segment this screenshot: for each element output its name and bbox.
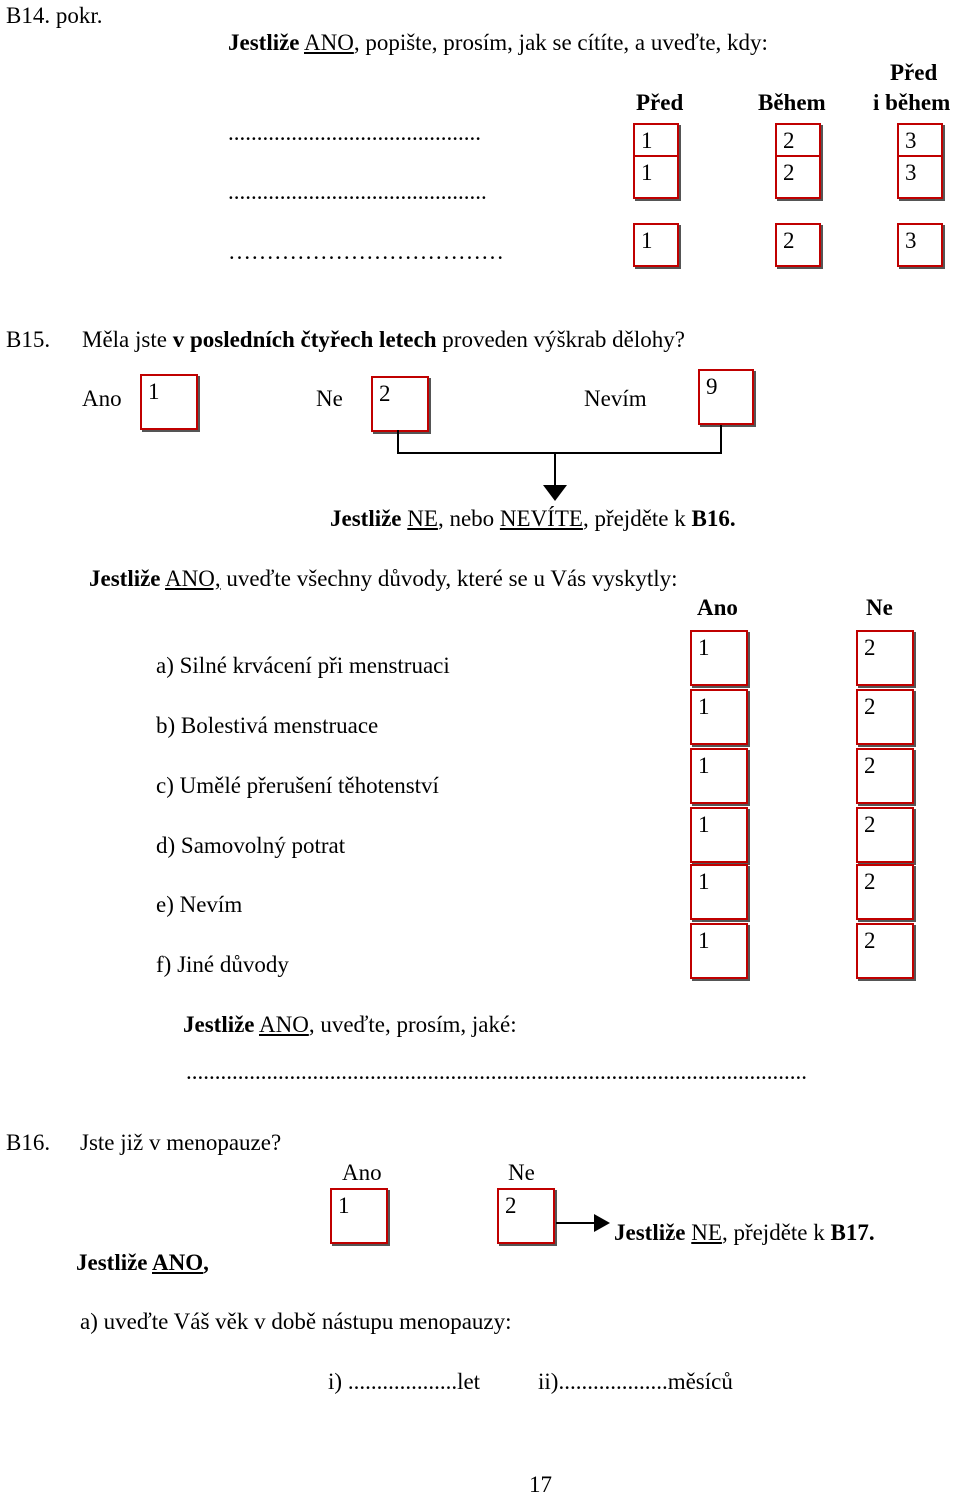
b15-which-answer-line[interactable]: ............................................................................................................ bbox=[186, 1060, 807, 1083]
b15-nevim-label: Nevím bbox=[584, 386, 647, 411]
b15-ne-label: Ne bbox=[316, 386, 343, 411]
ano-underlined: ANO bbox=[152, 1250, 204, 1275]
ano-underlined: ANO, bbox=[165, 566, 221, 591]
b15-reasons-instruction bbox=[89, 567, 678, 590]
code-label: 1 bbox=[698, 635, 710, 660]
months-unit: měsíců bbox=[667, 1369, 733, 1394]
skip-target: B16. bbox=[691, 506, 736, 531]
reason-label-c: c) Umělé přerušení těhotenství bbox=[156, 773, 439, 798]
skip-rest: , přejděte k bbox=[582, 506, 686, 531]
reason-f-no-checkbox[interactable] bbox=[856, 923, 914, 979]
reason-label-f: f) Jiné důvody bbox=[156, 952, 289, 977]
section-label-b14: B14. pokr. bbox=[6, 3, 103, 28]
section-label-b16: B16. bbox=[6, 1130, 51, 1155]
code-label: 2 bbox=[864, 753, 876, 778]
b15-ne-checkbox[interactable] bbox=[371, 376, 429, 432]
if-word: Jestliže bbox=[228, 30, 300, 55]
b16-months-field[interactable] bbox=[538, 1370, 733, 1393]
reason-label-b: b) Bolestivá menstruace bbox=[156, 713, 379, 738]
b15-skip-instruction bbox=[330, 507, 736, 530]
code-label: 2 bbox=[864, 869, 876, 894]
code-label: 1 bbox=[148, 379, 160, 404]
code-label: 3 bbox=[905, 128, 917, 153]
code-label: 2 bbox=[783, 160, 795, 185]
b15-which-instruction bbox=[183, 1013, 517, 1036]
b15-ano-label: Ano bbox=[82, 386, 122, 411]
skip-rest: , přejděte k bbox=[721, 1220, 825, 1245]
code-label: 3 bbox=[905, 160, 917, 185]
ano-underlined: ANO bbox=[259, 1012, 309, 1037]
page-number: 17 bbox=[529, 1472, 552, 1497]
b14-row3-before-checkbox[interactable] bbox=[633, 223, 679, 267]
if-word: Jestliže bbox=[330, 506, 402, 531]
answer-line-1[interactable]: ............................................ bbox=[228, 120, 481, 145]
b14-followup-question bbox=[228, 31, 768, 54]
reason-e-yes-checkbox[interactable] bbox=[690, 864, 748, 920]
if-word: Jestliže bbox=[183, 1012, 255, 1037]
ne-underlined: NE bbox=[691, 1220, 722, 1245]
arrow-down-icon bbox=[543, 485, 567, 503]
reason-b-no-checkbox[interactable] bbox=[856, 689, 914, 745]
nevite-underlined: NEVÍTE bbox=[499, 506, 583, 531]
which-rest: , uveďte, prosím, jaké: bbox=[308, 1012, 517, 1037]
code-label: 1 bbox=[698, 928, 710, 953]
reason-c-yes-checkbox[interactable] bbox=[690, 748, 748, 804]
b16-age-question: a) uveďte Váš věk v době nástupu menopauzy: bbox=[80, 1309, 512, 1334]
code-label: 2 bbox=[864, 928, 876, 953]
b16-skip-instruction bbox=[614, 1221, 875, 1244]
months-dots[interactable]: ................... bbox=[558, 1369, 668, 1394]
code-label: 2 bbox=[864, 635, 876, 660]
code-label: 2 bbox=[379, 381, 391, 406]
if-word: Jestliže bbox=[89, 566, 161, 591]
arrow-right-icon bbox=[594, 1214, 610, 1232]
code-label: 1 bbox=[698, 753, 710, 778]
b16-years-field[interactable] bbox=[328, 1370, 480, 1393]
ano-underlined: ANO bbox=[304, 30, 354, 55]
answer-line-3[interactable]: ……………………………… bbox=[228, 239, 504, 264]
if-word: Jestliže bbox=[76, 1250, 148, 1275]
col-header-ne: Ne bbox=[866, 595, 893, 620]
q-part3: proveden výškrab dělohy? bbox=[442, 327, 685, 352]
b16-ano-label: Ano bbox=[342, 1160, 382, 1185]
col-header-both-line2: i během bbox=[873, 90, 951, 115]
b16-question: Jste již v menopauze? bbox=[80, 1130, 282, 1155]
reason-c-no-checkbox[interactable] bbox=[856, 748, 914, 804]
col-header-ano: Ano bbox=[697, 595, 738, 620]
connector-horizontal bbox=[397, 452, 722, 454]
b16-if-yes bbox=[76, 1251, 209, 1274]
ne-underlined: NE bbox=[407, 506, 438, 531]
code-label: 2 bbox=[783, 228, 795, 253]
b16-ne-label: Ne bbox=[508, 1160, 535, 1185]
b14-row2-both-checkbox[interactable] bbox=[897, 155, 943, 199]
reason-a-no-checkbox[interactable] bbox=[856, 630, 914, 686]
code-label: 1 bbox=[641, 160, 653, 185]
col-header-during: Během bbox=[758, 90, 826, 115]
code-label: 2 bbox=[783, 128, 795, 153]
code-label: 2 bbox=[864, 812, 876, 837]
q-part2-bold: v posledních čtyřech letech bbox=[172, 327, 437, 352]
code-label: 9 bbox=[706, 374, 718, 399]
b14-row2-during-checkbox[interactable] bbox=[775, 155, 821, 199]
skip-target: B17. bbox=[830, 1220, 875, 1245]
b16-ne-checkbox[interactable] bbox=[497, 1188, 555, 1244]
code-label: 2 bbox=[505, 1193, 517, 1218]
connector-ne-vertical bbox=[397, 430, 399, 454]
b16-ano-checkbox[interactable] bbox=[330, 1188, 388, 1244]
b14-row3-both-checkbox[interactable] bbox=[897, 223, 943, 267]
b15-question bbox=[82, 328, 685, 351]
years-dots[interactable]: ................... bbox=[347, 1369, 458, 1394]
skip-mid: , nebo bbox=[437, 506, 495, 531]
col-header-both-line1: Před bbox=[890, 60, 938, 85]
connector-down bbox=[554, 452, 556, 488]
b15-nevim-checkbox[interactable] bbox=[698, 369, 754, 425]
reason-label-e: e) Nevím bbox=[156, 892, 243, 917]
code-label: 1 bbox=[698, 694, 710, 719]
q-part1: Měla jste bbox=[82, 327, 167, 352]
years-prefix: i) bbox=[328, 1369, 348, 1394]
code-label: 1 bbox=[338, 1193, 350, 1218]
code-label: 1 bbox=[698, 812, 710, 837]
code-label: 1 bbox=[641, 228, 653, 253]
reason-label-d: d) Samovolný potrat bbox=[156, 833, 346, 858]
reason-d-no-checkbox[interactable] bbox=[856, 807, 914, 863]
reason-d-yes-checkbox[interactable] bbox=[690, 807, 748, 863]
code-label: 1 bbox=[641, 128, 653, 153]
col-header-before: Před bbox=[636, 90, 684, 115]
reason-a-yes-checkbox[interactable] bbox=[690, 630, 748, 686]
comma: , bbox=[203, 1250, 209, 1275]
b14-row3-during-checkbox[interactable] bbox=[775, 223, 821, 267]
code-label: 3 bbox=[905, 228, 917, 253]
connector-nevim-vertical bbox=[720, 425, 722, 454]
code-label: 2 bbox=[864, 694, 876, 719]
months-prefix: ii) bbox=[538, 1369, 559, 1394]
reason-f-yes-checkbox[interactable] bbox=[690, 923, 748, 979]
years-unit: let bbox=[457, 1369, 481, 1394]
b14-row2-before-checkbox[interactable] bbox=[633, 155, 679, 199]
b15-ano-checkbox[interactable] bbox=[140, 374, 198, 430]
reason-label-a: a) Silné krvácení při menstruaci bbox=[156, 653, 450, 678]
b16-arrow-line bbox=[556, 1222, 598, 1224]
answer-line-2[interactable]: ............................................. bbox=[228, 179, 487, 204]
code-label: 1 bbox=[698, 869, 710, 894]
reason-e-no-checkbox[interactable] bbox=[856, 864, 914, 920]
if-word: Jestliže bbox=[614, 1220, 686, 1245]
reason-b-yes-checkbox[interactable] bbox=[690, 689, 748, 745]
section-label-b15: B15. bbox=[6, 327, 51, 352]
reasons-rest: uveďte všechny důvody, které se u Vás vyskytly: bbox=[226, 566, 678, 591]
question-rest: , popište, prosím, jak se cítíte, a uveďte, kdy: bbox=[353, 30, 768, 55]
